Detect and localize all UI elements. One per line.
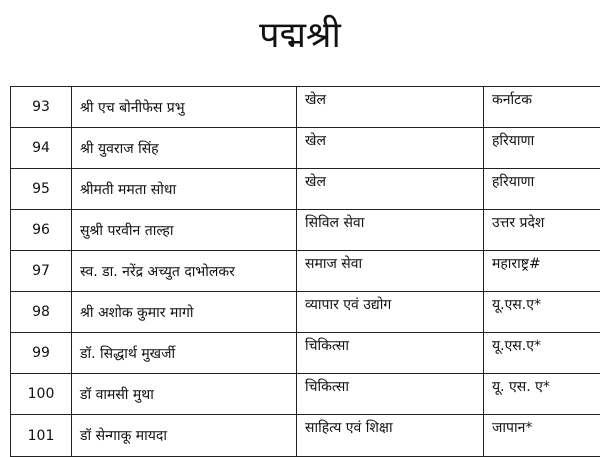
cell-state: महाराष्ट्र# [484,251,600,292]
cell-state: हरियाणा [484,128,600,169]
cell-field: साहित्य एवं शिक्षा [297,415,484,457]
cell-state: कर्नाटक [484,87,600,128]
cell-serial-number: 99 [11,333,72,374]
cell-field: समाज सेवा [297,251,484,292]
table-row [11,374,600,415]
table-row [11,210,600,251]
cell-field: खेल [297,169,484,210]
cell-awardee-name: श्री अशोक कुमार मागो [72,292,297,333]
cell-state: यू.एस.ए* [484,333,600,374]
cell-field: खेल [297,128,484,169]
cell-field: चिकित्सा [297,374,484,415]
cell-state: हरियाणा [484,169,600,210]
cell-state: जापान* [484,415,600,457]
cut-off-next-row [10,440,595,450]
cell-field: सिविल सेवा [297,210,484,251]
cell-serial-number: 101 [11,415,72,457]
cell-state: उत्तर प्रदेश [484,210,600,251]
cell-serial-number: 96 [11,210,72,251]
cell-awardee-name: श्री एच बोनीफेस प्रभु [72,87,297,128]
table-row [11,128,600,169]
table-body [11,87,600,457]
table-row [11,251,600,292]
cell-awardee-name: सुश्री परवीन ताल्हा [72,210,297,251]
cell-awardee-name: स्व. डा. नरेंद्र अच्युत दाभोलकर [72,251,297,292]
cell-field: चिकित्सा [297,333,484,374]
cell-serial-number: 97 [11,251,72,292]
cell-awardee-name: श्री युवराज सिंह [72,128,297,169]
cell-serial-number: 93 [11,87,72,128]
cell-awardee-name: डॉ सेन्गाकू मायदा [72,415,297,457]
table-row [11,292,600,333]
cell-awardee-name: डॉ वामसी मुथा [72,374,297,415]
cell-field: खेल [297,87,484,128]
table-row [11,87,600,128]
cell-serial-number: 100 [11,374,72,415]
cell-state: यू.एस.ए* [484,292,600,333]
cell-state: यू. एस. ए* [484,374,600,415]
cell-awardee-name: डॉ. सिद्धार्थ मुखर्जी [72,333,297,374]
cell-serial-number: 94 [11,128,72,169]
cell-serial-number: 98 [11,292,72,333]
page-title: पद्मश्री [0,12,600,60]
table-row [11,415,600,457]
cell-serial-number: 95 [11,169,72,210]
table-row [11,169,600,210]
table-row [11,333,600,374]
awardees-table [10,86,600,457]
cell-awardee-name: श्रीमती ममता सोधा [72,169,297,210]
cell-field: व्यापार एवं उद्योग [297,292,484,333]
